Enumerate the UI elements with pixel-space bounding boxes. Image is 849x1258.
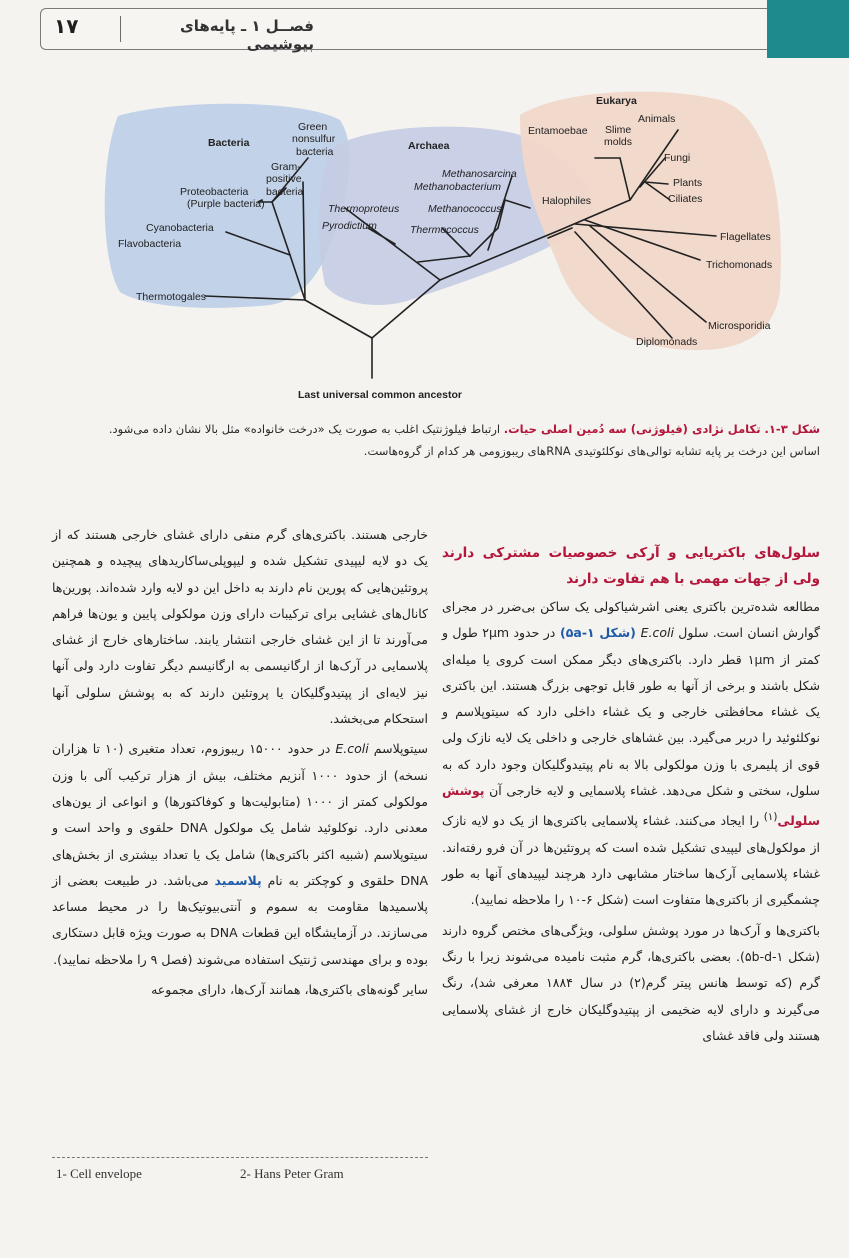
chapter-title: فصــل ۱ ـ پایه‌های بیوشیمی xyxy=(180,17,314,53)
right-paragraph-1 xyxy=(442,594,820,914)
rp1-part-b: در حدود ۲μm طول و کمتر از ۱μm قطر دارد. باکتری‌های دیگر ممکن است کروی یا میله‌ای شکل باشند و برخی از آنها به طور قابل توجهی بزرگ هستند. این باکتری یک غشاء محافظتی خارجی و یک غشاء داخلی دارد که سیتوپلاسم و نوکلئوئید را دربر می‌گیرد. بین غشاهای خارجی و داخلی یک لایه نازک ولی قوی از پلیمری با وزن مولکولی بالا به نام پپتیدوگلیکان وجود دارد که به سلول، سختی و شکل می‌دهد. غشاء پلاسمایی و لایه خارجی آن xyxy=(442,625,820,799)
positive-label: positive xyxy=(266,173,302,185)
archaea-domain-label: Archaea xyxy=(408,140,450,152)
left-column xyxy=(52,522,428,1007)
root-label: Last universal common ancestor xyxy=(298,389,462,401)
methanosarcina-label: Methanosarcina xyxy=(442,168,517,180)
lp2-ecoli: E.coli xyxy=(335,741,369,757)
rp1-ecoli: E.coli xyxy=(640,625,674,641)
right-column xyxy=(442,540,820,1053)
caption-line-1-text: ارتباط فیلوژنتیک اغلب به صورت یک «درخت خانواده» مثل بالا نشان داده می‌شود. xyxy=(108,422,504,436)
chapter-color-tab xyxy=(767,0,849,58)
purple-bacteria-label: (Purple bacteria) xyxy=(187,198,265,210)
flavobacteria-label: Flavobacteria xyxy=(118,238,182,250)
header-divider xyxy=(120,16,121,42)
page-number: ۱۷ xyxy=(54,14,79,38)
rp1-part-a: مطالعه شده‌ترین باکتری یعنی اشرشیاکولی یک ساکن بی‌ضرر در مجرای گوارش انسان است. سلول xyxy=(442,599,820,641)
right-paragraph-2: باکتری‌ها و آرک‌ها در مورد پوشش سلولی، ویژگی‌های مختص گروه دارند (شکل ۵b-d-۱). بعضی باکتری‌ها، گرم مثبت نامیده می‌شوند زیرا با رنگ گرم (که توسط هانس پیتر گرم(۲) در سال ۱۸۸۴ معرفی شد)، رنگ می‌گیرند و دارای لایه ضخیمی از پپتیدوگلیکان خارج از غشای پلاسمایی هستند ولی فاقد غشای xyxy=(442,922,820,1043)
nonsulfur-label: nonsulfur xyxy=(292,133,336,145)
figure-caption xyxy=(60,418,820,462)
diplomonads-label: Diplomonads xyxy=(636,336,698,348)
green-label: Green xyxy=(298,121,328,133)
page-header xyxy=(0,0,849,58)
phylogenetic-tree-figure xyxy=(0,60,849,410)
ciliates-label: Ciliates xyxy=(668,193,703,205)
footnote-2: 2- Hans Peter Gram xyxy=(240,1166,344,1181)
lp2-part-c: می‌باشد. در طبیعت بعضی از پلاسمیدها مقاومت به سموم و آنتی‌بیوتیک‌ها را در محیط مساعد می‌سازند. در آزمایشگاه این قطعات DNA به صورت ویژه قابل دستکاری بوده و برای مهندسی ژنتیک استفاده می‌شوند (فصل ۹ را ملاحظه نمایید). xyxy=(52,872,428,967)
methanococcus-label: Methanococcus xyxy=(428,203,502,215)
footnote-1: 1- Cell envelope xyxy=(56,1166,142,1181)
left-paragraph-2 xyxy=(52,736,428,973)
rp1-part-c: را ایجاد می‌کنند. غشاء پلاسمایی باکتری‌ها از یک دو لایه نازک از مولکول‌های لیپیدی تشکیل شده است که پروتئین‌ها در آن فرو رفته‌اند. غشاء پلاسمایی آرک‌ها ساختار مشابهی دارد هرچند لیپیدهای آنها به طور چشمگیری از باکتری‌ها متفاوت است (شکل ۶-۱۰ را ملاحظه نمایید). xyxy=(442,813,820,908)
thermoproteus-label: Thermoproteus xyxy=(328,203,400,215)
plants-label: Plants xyxy=(673,177,703,189)
gram-bacteria-label: bacteria xyxy=(266,186,304,198)
slime-label: Slime xyxy=(605,124,632,136)
pyrodictium-label: Pyrodictium xyxy=(322,220,377,232)
microsporidia-label: Microsporidia xyxy=(708,320,771,332)
rp1-figure-ref: (شکل ۵a-۱) xyxy=(555,625,641,641)
thermococcus-label: Thermococcus xyxy=(410,224,479,236)
cell-envelope-term: پوشش سلولی xyxy=(442,783,820,829)
molds-label: molds xyxy=(604,136,633,148)
flagellates-label: Flagellates xyxy=(720,231,771,243)
methanobacterium-label: Methanobacterium xyxy=(414,181,501,193)
gram-label: Gram- xyxy=(271,161,301,173)
footnote-rule xyxy=(52,1157,428,1159)
footnote-ref-1: (۱) xyxy=(763,811,778,824)
green-bacteria-label: bacteria xyxy=(296,146,334,158)
entamoebae-label: Entamoebae xyxy=(528,125,588,137)
proteobacteria-label: Proteobacteria xyxy=(180,186,249,198)
left-paragraph-1: خارجی هستند. باکتری‌های گرم منفی دارای غشای خارجی هستند که از یک دو لایه لیپیدی تشکیل شده و لیپوپلی‌ساکاریدهای پیچیده و همچنین پروتئین‌هایی که پورین نام دارند به داخل این دو لایه وارد شده‌اند. پورین‌ها کانال‌های غشایی برای ترکیبات دارای وزن مولکولی پایین و یون‌ها فراهم می‌آورند تا از این غشای خارجی انتشار یابند. ساختارهای خارج از غشای پلاسمایی در آرک‌ها از ارگانیسمی به ارگانیسم دیگر تفاوت دارد ولی آنها نیز لایه‌ای از پپتیدوگلیکان یا پروتئین دارند که به پوشش سلولی آنها استحکام می‌بخشد. xyxy=(52,527,428,727)
cyanobacteria-label: Cyanobacteria xyxy=(146,222,214,234)
bacteria-domain-label: Bacteria xyxy=(208,137,250,149)
animals-label: Animals xyxy=(638,113,676,125)
left-paragraph-3: سایر گونه‌های باکتری‌ها، همانند آرک‌ها، دارای مجموعه xyxy=(151,982,428,998)
lp2-part-a: سیتوپلاسم xyxy=(368,741,428,757)
thermotogales-label: Thermotogales xyxy=(136,291,207,303)
caption-line-2: اساس این درخت بر پایه تشابه توالی‌های نوکلئوتیدی RNAهای ریبوزومی هر کدام از گروه‌هاست. xyxy=(363,444,820,458)
caption-line-1 xyxy=(60,418,820,440)
halophiles-label: Halophiles xyxy=(542,195,592,207)
plasmid-term: پلاسمید xyxy=(214,872,262,888)
section-heading: سلول‌های باکتریایی و آرکی خصوصیات مشترکی دارند ولی از جهات مهمی با هم تفاوت دارند xyxy=(442,545,820,587)
caption-lead: شکل ۳-۱. تکامل نژادی (فیلوژنی) سه دُمین اصلی حیات. xyxy=(503,422,820,436)
trichomonads-label: Trichomonads xyxy=(706,259,773,271)
lp2-part-b: در حدود ۱۵۰۰۰ ریبوزوم، تعداد متغیری (۱۰ تا هزاران نسخه) از حدود ۱۰۰۰ آنزیم مختلف، بیش از هزار ترکیب آلی با وزن مولکولی کمتر از ۱۰۰۰ (متابولیت‌ها و کوفاکتورها) و انواعی از یون‌های معدنی دارد. نوکلوئید شامل یک مولکول DNA حلقوی و واحد است و سیتوپلاسم (شبیه اکثر باکتری‌ها) شامل یک یا تعداد بیشتری از بخش‌های DNA حلقوی و کوچکتر به نام xyxy=(52,741,429,888)
fungi-label: Fungi xyxy=(664,152,691,164)
eukarya-domain-label: Eukarya xyxy=(596,95,637,107)
